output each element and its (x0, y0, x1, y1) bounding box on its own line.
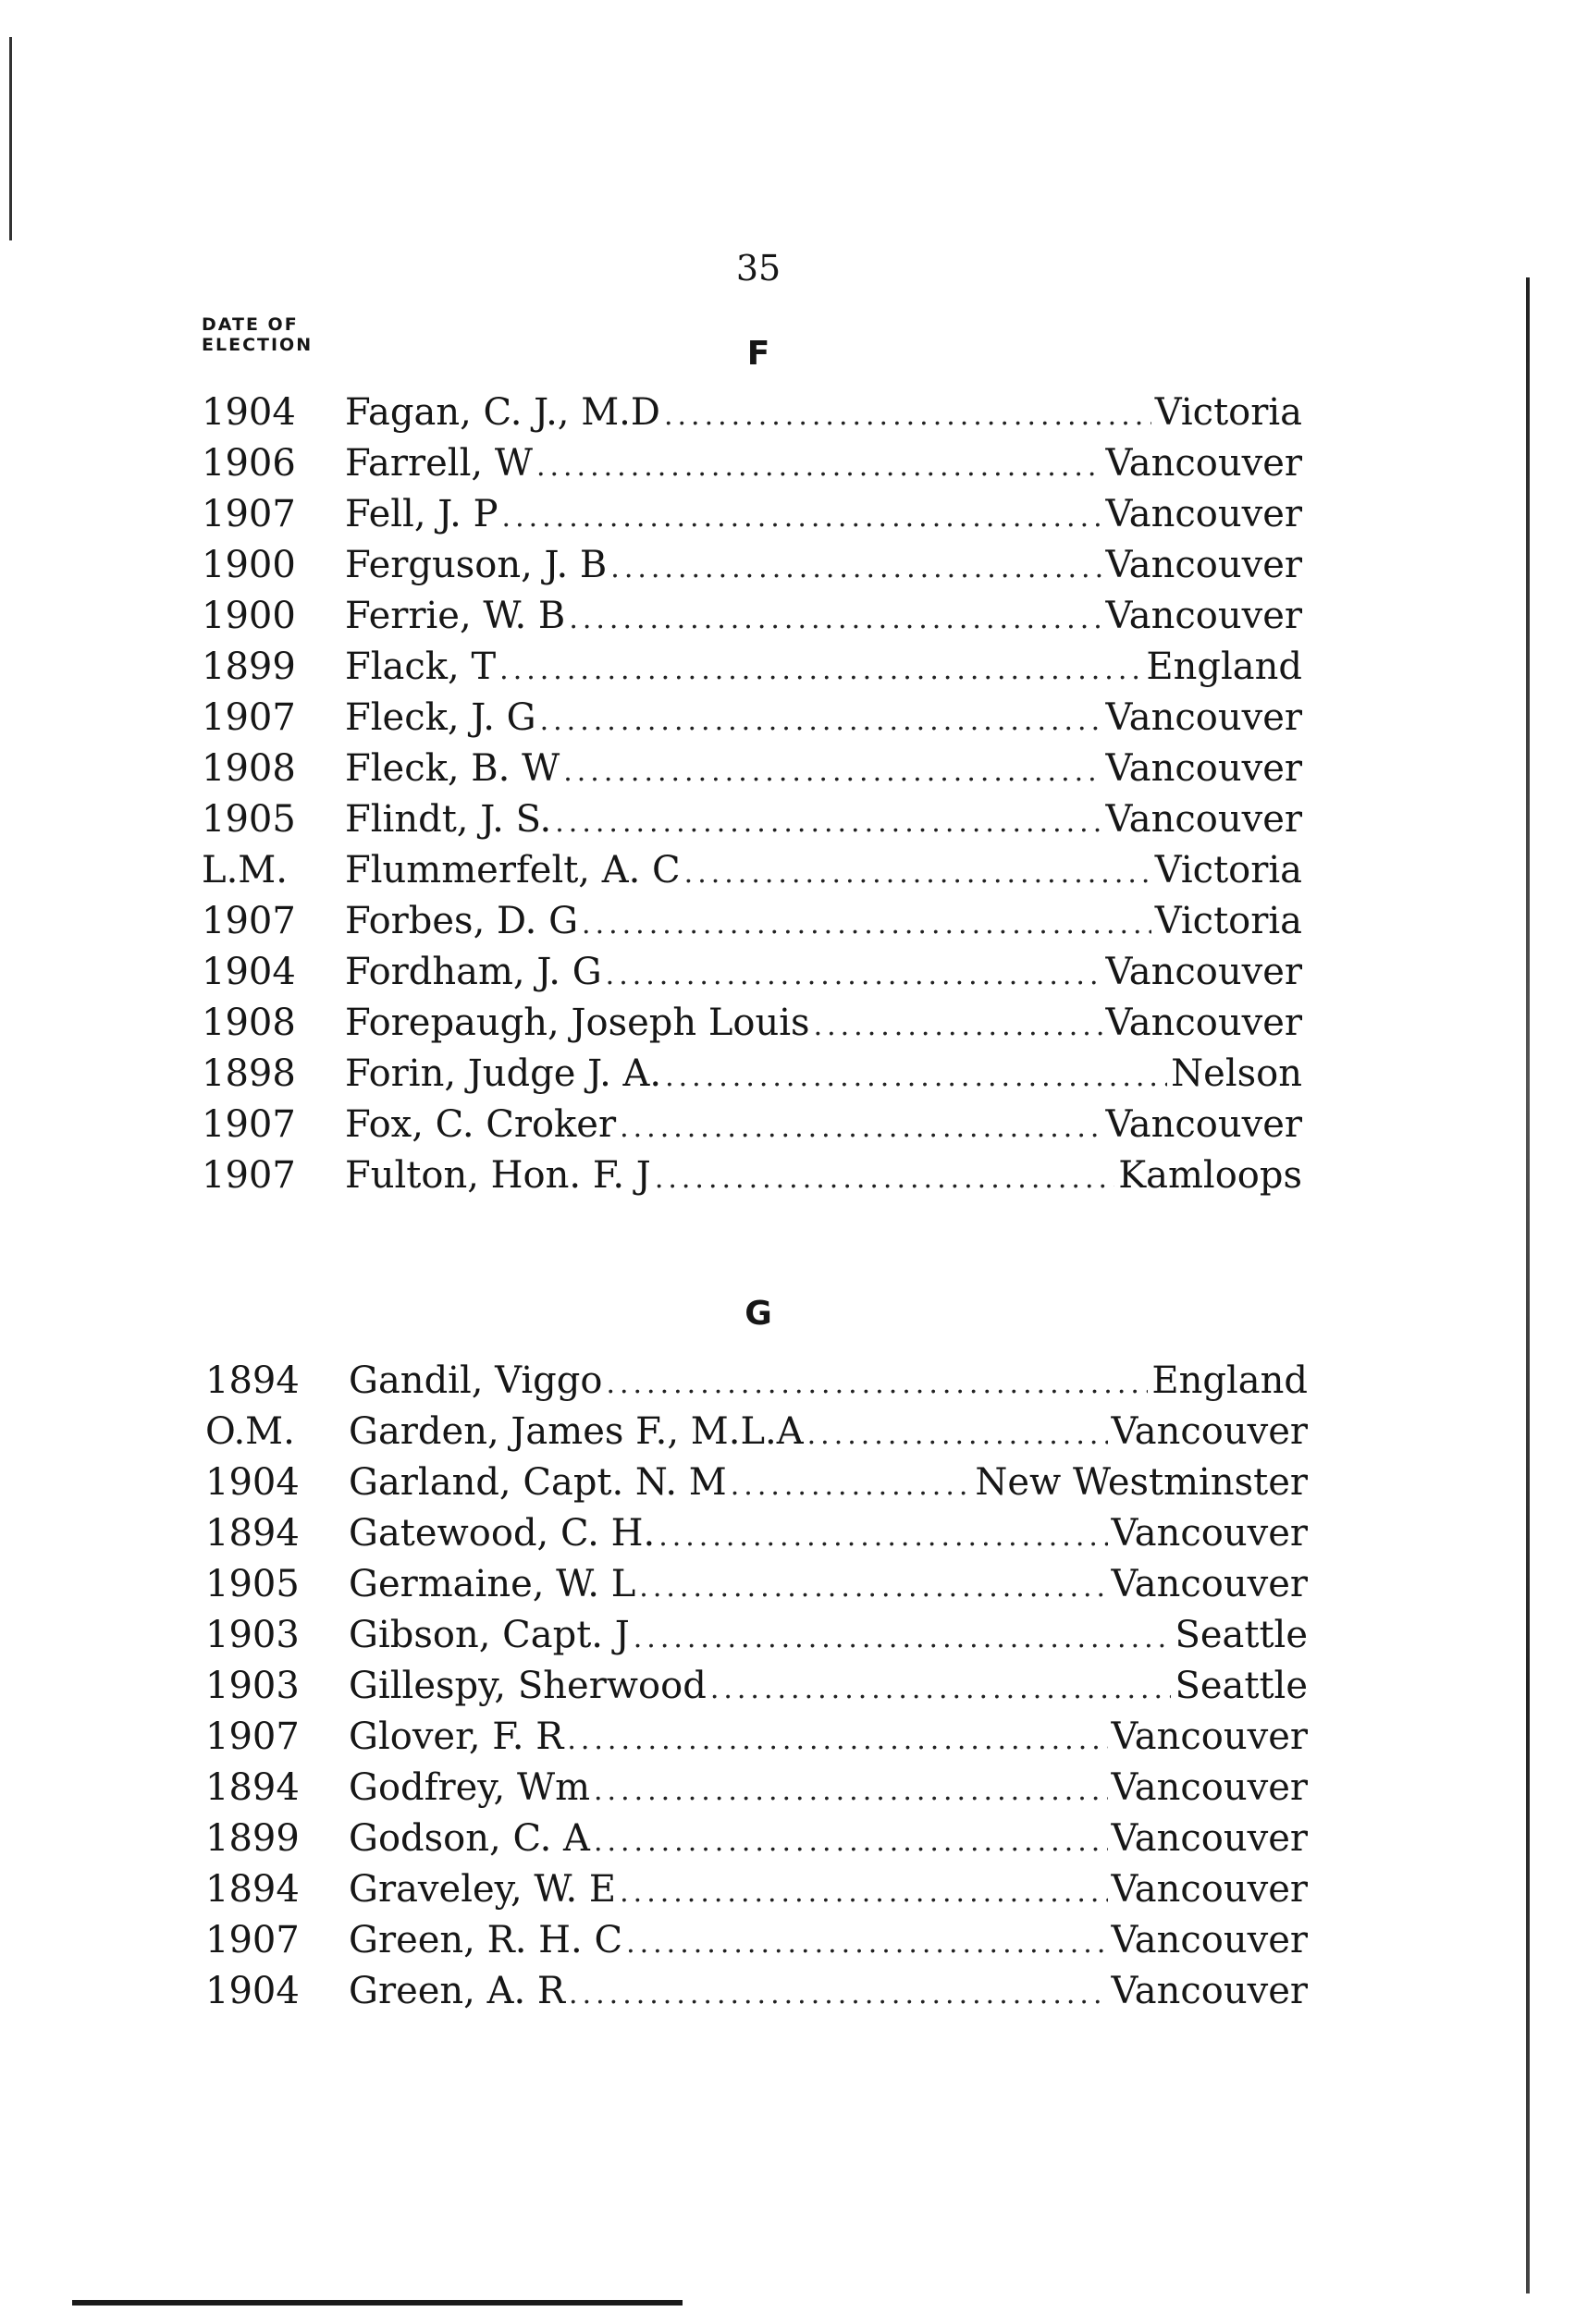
entry-name: Ferrie, W. B (345, 595, 566, 637)
entry-name: Godfrey, Wm (349, 1766, 590, 1809)
dot-leader (606, 952, 1102, 1000)
entry-leader (345, 541, 1302, 593)
entry-leader (345, 1050, 1302, 1101)
dot-leader (582, 901, 1151, 949)
dot-leader (499, 646, 1142, 695)
entry-date: 1907 (202, 493, 296, 535)
entry-place: Vancouver (1105, 544, 1302, 586)
entry-row (205, 1458, 1308, 1506)
entry-leader (345, 846, 1302, 898)
entry-name: Fleck, B. W (345, 747, 560, 790)
entry-date: 1894 (205, 1359, 300, 1402)
entry-leader (345, 490, 1302, 542)
entry-name: Gatewood, C. H. (349, 1512, 656, 1555)
entry-row (202, 388, 1302, 437)
entry-leader (349, 1764, 1308, 1815)
entry-leader (345, 1151, 1302, 1203)
column-header-date-of-election (202, 314, 405, 355)
bottom-rule (72, 2300, 683, 2306)
column-header-line-2: ELECTION (202, 335, 314, 355)
entry-date: 1904 (202, 391, 296, 434)
dot-leader (594, 1767, 1108, 1815)
entry-row (205, 1408, 1308, 1456)
entry-place: Vancouver (1105, 1103, 1302, 1146)
entry-leader (345, 999, 1302, 1051)
entry-date: L.M. (202, 849, 288, 891)
entry-name: Germaine, W. L (349, 1563, 636, 1605)
entry-row (202, 592, 1302, 640)
dot-leader (665, 1053, 1167, 1101)
entry-place: Vancouver (1105, 595, 1302, 637)
entry-row (202, 541, 1302, 589)
entry-name: Farrell, W (345, 442, 533, 485)
entry-name: Fleck, J. G (345, 696, 536, 739)
entry-leader (345, 897, 1302, 949)
entry-name: Flack, T (345, 646, 497, 688)
entry-leader (349, 1967, 1308, 2019)
entry-place: Vancouver (1105, 1002, 1302, 1044)
entry-place: Nelson (1171, 1052, 1302, 1095)
entry-row (205, 1560, 1308, 1608)
entry-date: 1908 (202, 747, 296, 790)
entry-date: 1903 (205, 1665, 300, 1707)
entry-date: 1900 (202, 595, 296, 637)
entry-leader (345, 744, 1302, 796)
entry-name: Flummerfelt, A. C (345, 849, 681, 891)
scan-edge-left (9, 37, 12, 240)
entry-date: 1904 (205, 1461, 300, 1504)
entry-leader (349, 1458, 1308, 1510)
entry-date: 1907 (202, 900, 296, 942)
entry-date: 1904 (202, 951, 296, 993)
dot-leader (606, 1360, 1148, 1408)
entry-place: Seattle (1175, 1665, 1308, 1707)
entry-row (202, 999, 1302, 1047)
entry-place: Vancouver (1105, 493, 1302, 535)
entry-name: Garland, Capt. N. M (349, 1461, 727, 1504)
entry-place: New Westminster (975, 1461, 1308, 1504)
entry-place: England (1151, 1359, 1308, 1402)
entry-row (205, 1814, 1308, 1863)
dot-leader (658, 1513, 1107, 1561)
entry-place: Vancouver (1105, 951, 1302, 993)
entry-row (202, 744, 1302, 793)
entry-row (205, 1916, 1308, 1964)
entry-name: Gillespy, Sherwood (349, 1665, 707, 1707)
dot-leader (814, 1002, 1102, 1051)
entry-row (202, 948, 1302, 996)
entry-name: Green, R. H. C (349, 1919, 623, 1961)
entry-row (205, 1967, 1308, 2015)
dot-leader (563, 748, 1101, 796)
entry-row (202, 897, 1302, 945)
entry-leader (349, 1611, 1308, 1663)
entry-leader (349, 1713, 1308, 1765)
entry-date: 1908 (202, 1002, 296, 1044)
entry-row (205, 1865, 1308, 1913)
dot-leader (639, 1564, 1107, 1612)
entry-leader (345, 592, 1302, 644)
entry-row (205, 1509, 1308, 1557)
entry-row (202, 490, 1302, 538)
entry-leader (345, 694, 1302, 745)
entry-place: Vancouver (1111, 1563, 1308, 1605)
entry-date: 1899 (205, 1817, 300, 1860)
entry-leader (349, 1814, 1308, 1866)
entry-date: 1899 (202, 646, 296, 688)
entry-name: Green, A. R (349, 1970, 566, 2012)
entry-name: Flindt, J. S. (345, 798, 552, 841)
entry-place: Seattle (1175, 1614, 1308, 1656)
dot-leader (540, 697, 1102, 745)
entry-date: 1900 (202, 544, 296, 586)
entry-row (205, 1764, 1308, 1812)
dot-leader (684, 850, 1151, 898)
entry-row (202, 1151, 1302, 1199)
dot-leader (807, 1411, 1108, 1459)
entry-name: Gandil, Viggo (349, 1359, 603, 1402)
entry-leader (349, 1916, 1308, 1968)
column-header-line-1: DATE OF (202, 314, 299, 335)
dot-leader (664, 392, 1151, 440)
section-letter-f: F (746, 335, 770, 373)
entry-row (202, 439, 1302, 487)
entry-name: Ferguson, J. B (345, 544, 608, 586)
entry-date: 1898 (202, 1052, 296, 1095)
entry-row (205, 1611, 1308, 1659)
entry-place: Victoria (1154, 900, 1302, 942)
entry-leader (345, 795, 1302, 847)
scan-edge-right (1526, 277, 1530, 2293)
entry-date: 1894 (205, 1512, 300, 1555)
dot-leader (555, 799, 1101, 847)
entry-place: Vancouver (1111, 1410, 1308, 1453)
entry-date: 1906 (202, 442, 296, 485)
entry-date: 1907 (202, 1103, 296, 1146)
entry-leader (345, 948, 1302, 1000)
entry-row (205, 1357, 1308, 1405)
entry-row (202, 1101, 1302, 1149)
entry-name: Fulton, Hon. F. J (345, 1154, 651, 1197)
entry-place: Vancouver (1111, 1766, 1308, 1809)
dot-leader (731, 1462, 972, 1510)
dot-leader (620, 1104, 1101, 1152)
entry-place: Vancouver (1111, 1817, 1308, 1860)
dot-leader (569, 1971, 1107, 2019)
entry-date: 1905 (202, 798, 296, 841)
entry-place: Vancouver (1111, 1970, 1308, 2012)
entry-name: Fordham, J. G (345, 951, 602, 993)
dot-leader (626, 1920, 1107, 1968)
entry-date: 1894 (205, 1868, 300, 1911)
entry-place: Vancouver (1111, 1919, 1308, 1961)
entry-row (205, 1662, 1308, 1710)
entry-leader (349, 1408, 1308, 1459)
entry-name: Fell, J. P (345, 493, 498, 535)
entry-row (202, 795, 1302, 843)
entry-name: Fagan, C. J., M.D (345, 391, 660, 434)
entry-place: Vancouver (1105, 747, 1302, 790)
entry-leader (345, 388, 1302, 440)
entry-date: 1907 (205, 1715, 300, 1758)
entry-name: Forin, Judge J. A. (345, 1052, 662, 1095)
entry-name: Glover, F. R (349, 1715, 564, 1758)
entry-place: Victoria (1154, 391, 1302, 434)
entry-name: Garden, James F., M.L.A (349, 1410, 804, 1453)
entry-leader (345, 1101, 1302, 1152)
dot-leader (620, 1869, 1107, 1917)
dot-leader (594, 1818, 1108, 1866)
entry-row (202, 846, 1302, 894)
entry-date: 1894 (205, 1766, 300, 1809)
entry-place: Vancouver (1111, 1868, 1308, 1911)
entry-date: 1904 (205, 1970, 300, 2012)
entry-date: 1907 (202, 696, 296, 739)
entry-row (205, 1713, 1308, 1761)
entry-place: Vancouver (1111, 1715, 1308, 1758)
section-letter-g: G (744, 1295, 772, 1333)
entry-name: Gibson, Capt. J (349, 1614, 630, 1656)
entry-date: O.M. (205, 1410, 295, 1453)
entry-name: Fox, C. Croker (345, 1103, 617, 1146)
entry-leader (349, 1662, 1308, 1714)
entry-place: Kamloops (1118, 1154, 1302, 1197)
entry-leader (345, 643, 1302, 695)
entry-row (202, 694, 1302, 742)
dot-leader (536, 443, 1102, 491)
entry-leader (349, 1560, 1308, 1612)
dot-leader (502, 494, 1102, 542)
entry-place: England (1146, 646, 1302, 688)
dot-leader (634, 1615, 1172, 1663)
entry-name: Godson, C. A (349, 1817, 590, 1860)
entry-date: 1907 (205, 1919, 300, 1961)
entry-leader (349, 1865, 1308, 1917)
dot-leader (569, 596, 1101, 644)
dot-leader (610, 545, 1101, 593)
dot-leader (655, 1155, 1114, 1203)
entry-place: Victoria (1154, 849, 1302, 891)
entry-date: 1907 (202, 1154, 296, 1197)
entry-row (202, 1050, 1302, 1098)
entry-name: Forbes, D. G (345, 900, 579, 942)
entry-date: 1905 (205, 1563, 300, 1605)
entry-leader (345, 439, 1302, 491)
entry-place: Vancouver (1111, 1512, 1308, 1555)
page-number: 35 (735, 248, 781, 289)
dot-leader (567, 1716, 1107, 1765)
entry-date: 1903 (205, 1614, 300, 1656)
entry-place: Vancouver (1105, 696, 1302, 739)
entry-leader (349, 1509, 1308, 1561)
entry-place: Vancouver (1105, 442, 1302, 485)
dot-leader (710, 1666, 1172, 1714)
entry-row (202, 643, 1302, 691)
entry-leader (349, 1357, 1308, 1408)
entry-place: Vancouver (1105, 798, 1302, 841)
entry-name: Graveley, W. E (349, 1868, 617, 1911)
entry-name: Forepaugh, Joseph Louis (345, 1002, 810, 1044)
